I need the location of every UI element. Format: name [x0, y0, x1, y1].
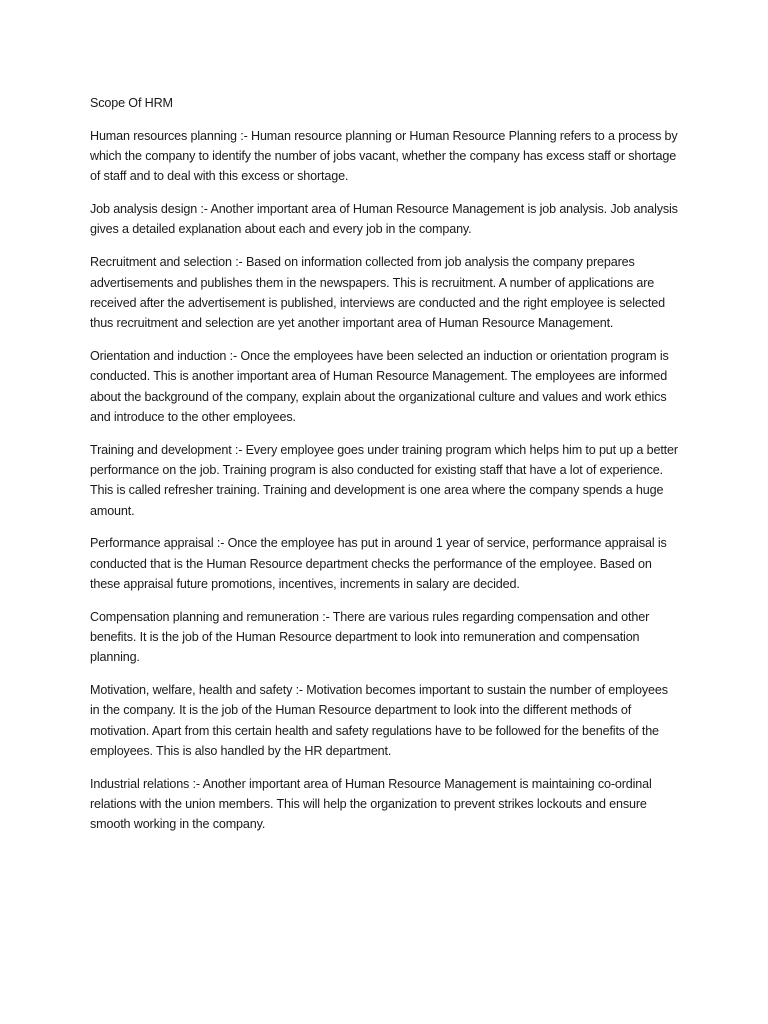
paragraph-performance-appraisal: Performance appraisal :- Once the employee has put in around 1 year of service, performance appraisal is conducted that is the Human Resource department checks the performance of the employee. Based on these appraisal future promotions, incentives, increments in salary are decided. — [90, 536, 667, 591]
document-body — [90, 93, 680, 847]
paragraph-recruitment-and-selection: Recruitment and selection :- Based on information collected from job analysis the company prepares advertisements and publishes them in the newspapers. This is recruitment. A number of applications are received after the advertisement is published, interviews are conducted and the right employee is selected thus recruitment and selection are yet another important area of Human Resource Management. — [90, 255, 665, 331]
paragraph-compensation-planning: Compensation planning and remuneration :- There are various rules regarding compensation and other benefits. It is the job of the Human Resource department to look into remuneration and compensation planning. — [90, 609, 650, 665]
document-title: Scope Of HRM — [90, 96, 173, 110]
paragraph-job-analysis-design: Job analysis design :- Another important area of Human Resource Management is job analysis. Job analysis gives a detailed explanation about each and every job in the company. — [90, 202, 678, 237]
paragraph-industrial-relations: Industrial relations :- Another important area of Human Resource Management is maintaining co-ordinal relations with the union members. This will help the organization to prevent strikes lockouts and ensure smooth working in the company. — [90, 776, 652, 832]
paragraph-human-resources-planning: Human resources planning :- Human resource planning or Human Resource Planning refers to a process by which the company to identify the number of jobs vacant, whether the company has excess staff or shortage of staff and to deal with this excess or shortage. — [90, 128, 678, 184]
paragraph-motivation-welfare-health-safety: Motivation, welfare, health and safety :- Motivation becomes important to sustain the number of employees in the company. It is the job of the Human Resource department to look into the different methods of motivation. Apart from this certain health and safety regulations have to be followed for the benefits of the employees. This is also handled by the HR department. — [90, 683, 668, 759]
paragraph-training-and-development: Training and development :- Every employee goes under training program which helps him to put up a better performance on the job. Training program is also conducted for existing staff that have a lot of experience. This is called refresher training. Training and development is one area where the company spends a huge amount. — [90, 442, 678, 518]
paragraph-orientation-and-induction: Orientation and induction :- Once the employees have been selected an induction or orientation program is conducted. This is another important area of Human Resource Management. The employees are informed about the background of the company, explain about the organizational culture and values and work ethics and introduce to the other employees. — [90, 348, 669, 424]
